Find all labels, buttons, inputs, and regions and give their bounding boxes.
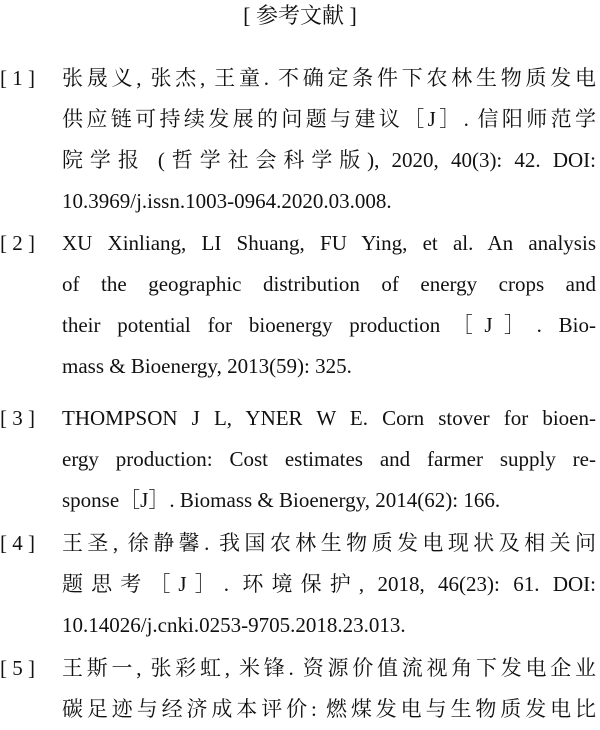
reference-text [62, 223, 596, 387]
reference-text [62, 523, 596, 646]
reference-line: 张晟义, 张杰, 王童. 不确定条件下农林生物质发电 [62, 66, 596, 90]
reference-line: of the geographic distribution of energy crops and [62, 272, 596, 296]
reference-line: mass & Bioenergy, 2013(59): 325. [62, 354, 352, 378]
reference-line: their potential for bioenergy production［J］. Bio- [62, 313, 596, 337]
reference-line: XU Xinliang, LI Shuang, FU Ying, et al. An analysis [62, 231, 596, 255]
reference-number: [ 1 ] [0, 66, 35, 90]
reference-line: 院学报 (哲学社会科学版), 2020, 40(3): 42. DOI: [62, 148, 596, 172]
reference-number: [ 4 ] [0, 531, 35, 555]
reference-line: 10.14026/j.cnki.0253-9705.2018.23.013. [62, 613, 406, 637]
reference-number: [ 5 ] [0, 656, 35, 680]
reference-line: 碳足迹与经济成本评价: 燃煤发电与生物质发电比 [62, 697, 596, 721]
reference-text [62, 58, 596, 222]
reference-number: [ 3 ] [0, 406, 35, 430]
reference-line: 王圣, 徐静馨. 我国农林生物质发电现状及相关问 [62, 531, 596, 555]
reference-line: 供应链可持续发展的问题与建议［J］. 信阳师范学 [62, 107, 596, 131]
reference-text [62, 648, 596, 730]
reference-line: 10.3969/j.issn.1003-0964.2020.03.008. [62, 189, 392, 213]
reference-line: ergy production: Cost estimates and farmer supply re- [62, 447, 596, 471]
reference-line: THOMPSON J L, YNER W E. Corn stover for bioen- [62, 406, 596, 430]
reference-text [62, 398, 596, 521]
reference-line: sponse［J］. Biomass & Bioenergy, 2014(62): 166. [62, 488, 501, 512]
references-heading: [ 参考文献 ] [243, 3, 357, 28]
reference-line: 王斯一, 张彩虹, 米锋. 资源价值流视角下发电企业 [62, 656, 596, 680]
reference-number: [ 2 ] [0, 231, 35, 255]
reference-line: 题思考［J］. 环境保护, 2018, 46(23): 61. DOI: [62, 572, 596, 596]
